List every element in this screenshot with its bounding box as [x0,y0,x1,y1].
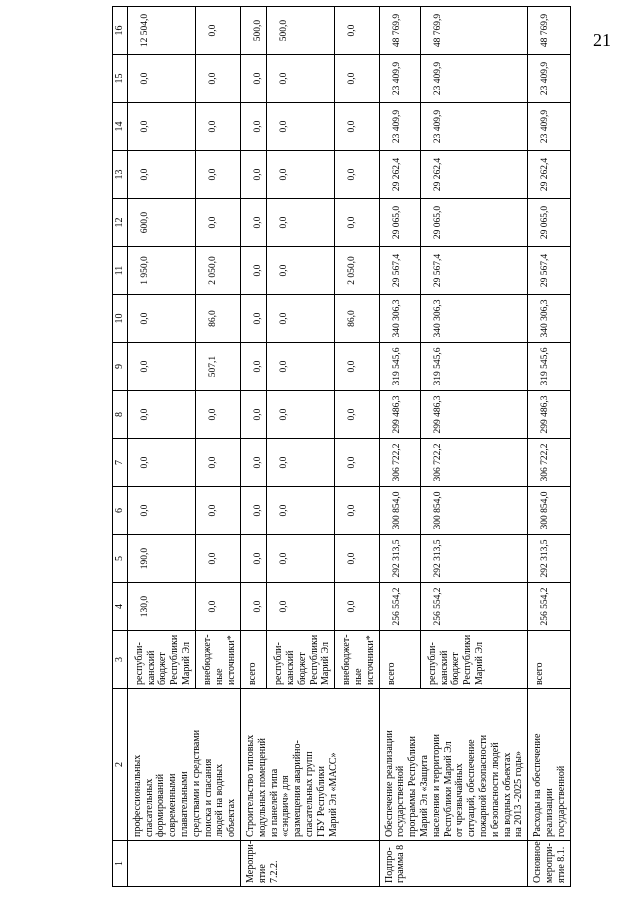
value-cell: 500,0 [240,7,266,55]
row-description: Обеспечение реализации государственной программы Республики Марий Эл «Защита населения и территории Республики Марий Эл от чрезвычайных ситуаций, обеспечение пожарной безопасности и безопасности людей на водных объектах на 2013 -2025 годы» [379,689,528,841]
value-cell: 0,0 [335,583,379,631]
value-cell: 0,0 [127,151,195,199]
value-cell: 300 854,0 [379,487,420,535]
page-number: 21 [593,30,611,50]
value-cell: 0,0 [267,55,335,103]
value-cell: 0,0 [127,343,195,391]
value-cell: 0,0 [335,103,379,151]
value-cell: 23 409,9 [528,55,570,103]
value-cell: 0,0 [267,391,335,439]
column-header: 9 [113,343,128,391]
value-cell: 319 545,6 [528,343,570,391]
value-cell: 0,0 [196,151,241,199]
table-row [379,7,420,887]
value-cell: 0,0 [240,535,266,583]
value-cell: 0,0 [240,199,266,247]
value-cell: 0,0 [335,439,379,487]
value-cell: 0,0 [240,55,266,103]
value-cell: 292 313,5 [379,535,420,583]
value-cell: 0,0 [196,583,241,631]
value-cell: 0,0 [335,343,379,391]
value-cell: 23 409,9 [420,103,527,151]
budget-table [112,6,571,887]
value-cell: 0,0 [127,295,195,343]
value-cell: 507,1 [196,343,241,391]
rotated-page-content [112,13,639,887]
column-header: 6 [113,487,128,535]
value-cell: 23 409,9 [379,103,420,151]
value-cell: 256 554,2 [528,583,570,631]
value-cell: 0,0 [240,247,266,295]
value-cell: 0,0 [335,199,379,247]
value-cell: 0,0 [127,391,195,439]
column-header: 15 [113,55,128,103]
value-cell: 299 486,3 [379,391,420,439]
value-cell: 299 486,3 [528,391,570,439]
value-cell: 256 554,2 [379,583,420,631]
column-header: 7 [113,439,128,487]
value-cell: 0,0 [267,151,335,199]
table-row [240,7,266,887]
value-cell: 0,0 [240,487,266,535]
value-cell: 0,0 [267,247,335,295]
table-header [113,7,128,887]
value-cell: 0,0 [267,535,335,583]
value-cell: 29 262,4 [420,151,527,199]
value-cell: 48 769,9 [379,7,420,55]
column-header: 2 [113,689,128,841]
row-description: Расходы на обеспечение реализации государственной [528,689,570,841]
value-cell: 0,0 [240,103,266,151]
table-row [127,7,195,887]
value-cell: 0,0 [196,391,241,439]
row-description: Строительство типовых модульных помещений из панелей типа «сэндвич» для размещения аварийно- спасательных групп ГБУ Республики Марий Эл «МАСС» [240,689,379,841]
value-cell: 0,0 [240,151,266,199]
column-header: 8 [113,391,128,439]
table-body [127,7,570,887]
value-cell: 299 486,3 [420,391,527,439]
value-cell: 292 313,5 [528,535,570,583]
value-cell: 319 545,6 [420,343,527,391]
value-cell: 0,0 [267,487,335,535]
value-cell: 86,0 [335,295,379,343]
value-cell: 0,0 [335,7,379,55]
funding-source: внебюджет- ные источники* [335,631,379,689]
funding-source: республи- канский бюджет Республики Марий Эл [420,631,527,689]
table-row [528,7,570,887]
row-code [127,841,240,887]
value-cell: 29 065,0 [379,199,420,247]
value-cell: 0,0 [127,487,195,535]
value-cell: 29 065,0 [420,199,527,247]
value-cell: 0,0 [267,103,335,151]
funding-source: внебюджет- ные источники* [196,631,241,689]
value-cell: 0,0 [240,295,266,343]
value-cell: 12 504,0 [127,7,195,55]
column-header: 13 [113,151,128,199]
row-code: Меропри- ятие 7.2.2. [240,841,379,887]
column-header: 3 [113,631,128,689]
value-cell: 0,0 [240,343,266,391]
value-cell: 0,0 [335,151,379,199]
value-cell: 2 050,0 [335,247,379,295]
value-cell: 29 567,4 [420,247,527,295]
column-header: 10 [113,295,128,343]
value-cell: 0,0 [335,55,379,103]
value-cell: 0,0 [127,103,195,151]
value-cell: 306 722,2 [420,439,527,487]
value-cell: 190,0 [127,535,195,583]
value-cell: 48 769,9 [528,7,570,55]
value-cell: 0,0 [196,199,241,247]
value-cell: 29 262,4 [379,151,420,199]
value-cell: 306 722,2 [379,439,420,487]
funding-source: республи- канский бюджет Республики Марий Эл [127,631,195,689]
column-header: 11 [113,247,128,295]
value-cell: 300 854,0 [420,487,527,535]
value-cell: 0,0 [267,583,335,631]
value-cell: 0,0 [267,343,335,391]
value-cell: 0,0 [267,199,335,247]
value-cell: 340 306,3 [420,295,527,343]
value-cell: 130,0 [127,583,195,631]
value-cell: 86,0 [196,295,241,343]
row-code: Основное меропри- ятие 8.1. [528,841,570,887]
value-cell: 340 306,3 [379,295,420,343]
column-header: 5 [113,535,128,583]
row-code: Подпро- грамма 8 [379,841,528,887]
value-cell: 23 409,9 [420,55,527,103]
value-cell: 0,0 [267,295,335,343]
value-cell: 2 050,0 [196,247,241,295]
funding-source: республи- канский бюджет Республики Марий Эл [267,631,335,689]
funding-source: всего [379,631,420,689]
value-cell: 0,0 [196,7,241,55]
value-cell: 0,0 [240,583,266,631]
value-cell: 0,0 [335,487,379,535]
column-header: 14 [113,103,128,151]
funding-source: всего [528,631,570,689]
column-header: 16 [113,7,128,55]
value-cell: 0,0 [267,439,335,487]
value-cell: 29 262,4 [528,151,570,199]
value-cell: 256 554,2 [420,583,527,631]
value-cell: 500,0 [267,7,335,55]
value-cell: 29 567,4 [528,247,570,295]
value-cell: 0,0 [335,535,379,583]
value-cell: 29 065,0 [528,199,570,247]
value-cell: 306 722,2 [528,439,570,487]
value-cell: 0,0 [127,439,195,487]
value-cell: 0,0 [196,535,241,583]
value-cell: 29 567,4 [379,247,420,295]
value-cell: 23 409,9 [379,55,420,103]
value-cell: 319 545,6 [379,343,420,391]
column-header: 12 [113,199,128,247]
value-cell: 292 313,5 [420,535,527,583]
value-cell: 48 769,9 [420,7,527,55]
column-header: 1 [113,841,128,887]
value-cell: 0,0 [196,439,241,487]
value-cell: 0,0 [335,391,379,439]
value-cell: 0,0 [127,55,195,103]
value-cell: 340 306,3 [528,295,570,343]
value-cell: 0,0 [196,55,241,103]
value-cell: 0,0 [196,103,241,151]
funding-source: всего [240,631,266,689]
value-cell: 0,0 [240,439,266,487]
column-header: 4 [113,583,128,631]
value-cell: 0,0 [196,487,241,535]
value-cell: 300 854,0 [528,487,570,535]
row-description: профессиональных спасательных формирований современными плавательными средствами и средствами поиска и спасания людей на водных объектах [127,689,240,841]
value-cell: 1 950,0 [127,247,195,295]
value-cell: 0,0 [240,391,266,439]
value-cell: 23 409,9 [528,103,570,151]
value-cell: 600,0 [127,199,195,247]
